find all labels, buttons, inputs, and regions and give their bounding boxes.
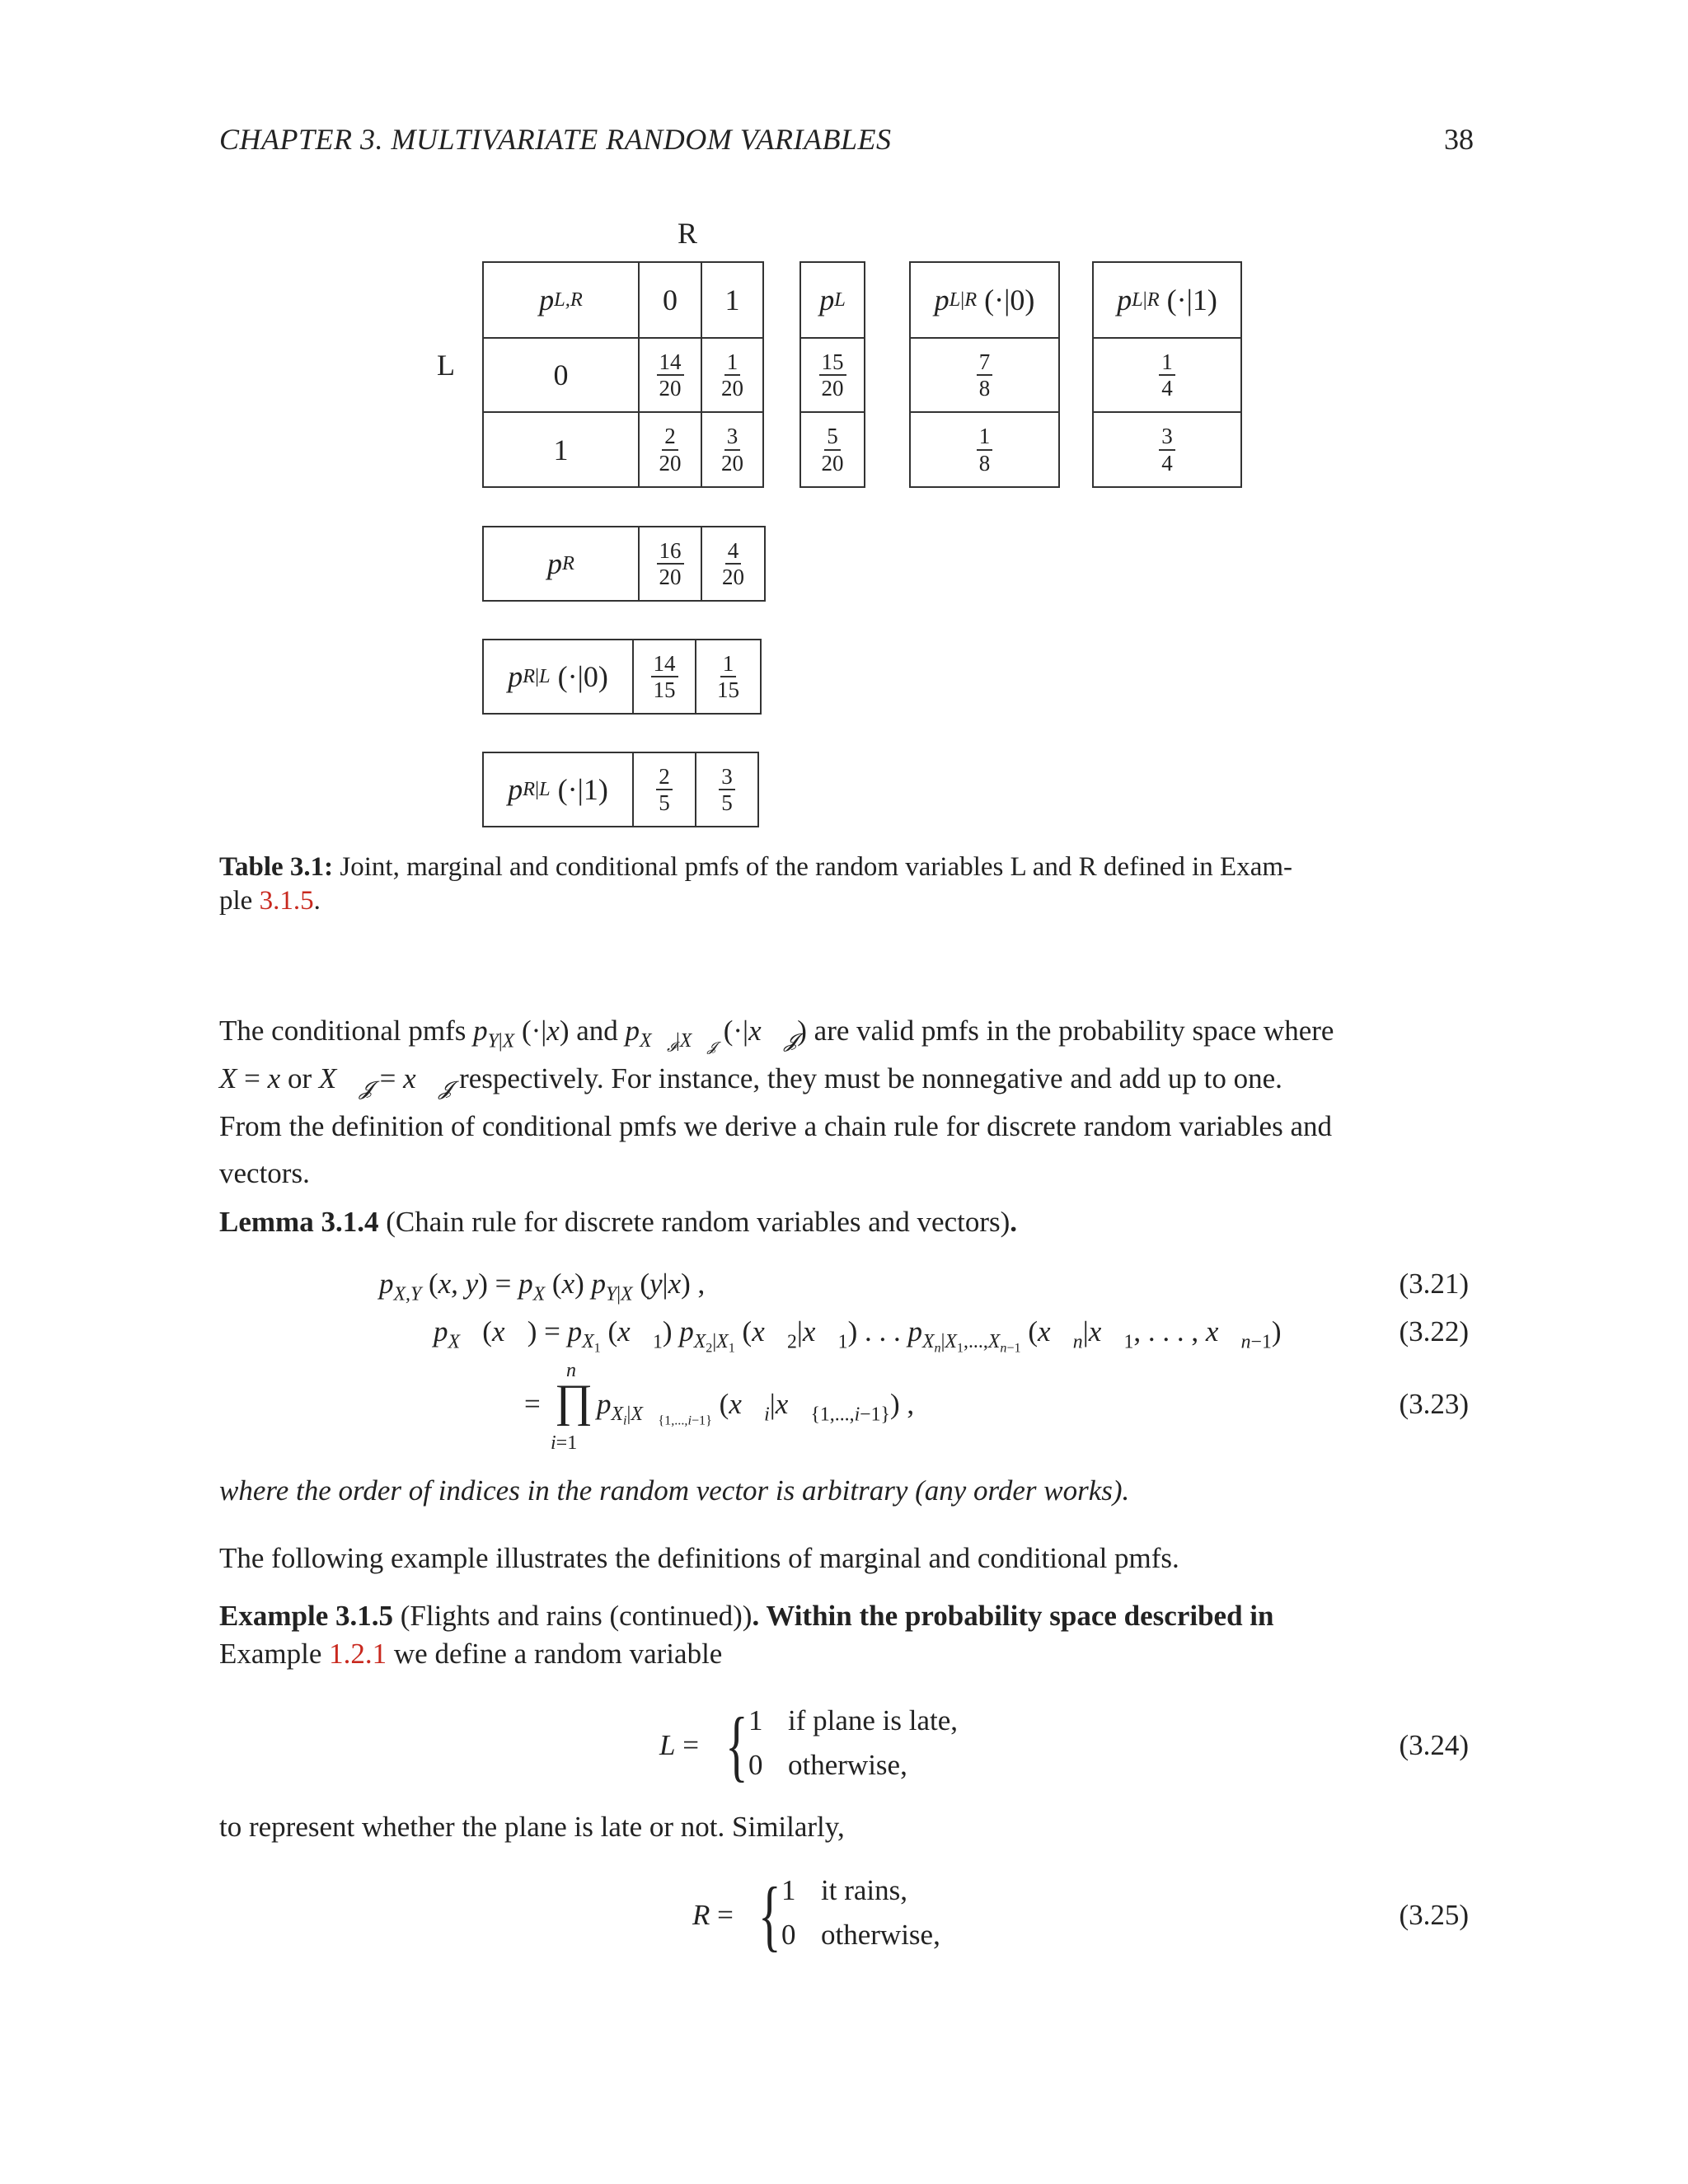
joint-row-label: 0 [553,359,569,391]
pr-given-l1-header: p R|L (·|1) [508,773,608,806]
pr-cell: $\frac{4}{20}$ [722,537,744,589]
equation-number-3-23: (3.23) [1399,1388,1469,1420]
equation-number-3-22: (3.22) [1399,1315,1469,1347]
conditional-pl-given-r0-table [909,261,1060,488]
pr-header: p R [547,547,574,580]
caption-ref-link[interactable]: 3.1.5 [259,886,314,916]
pr-given-l0-cell: $\frac{1}{15}$ [717,650,739,702]
pl-given-r1-cell: $\frac{3}{4}$ [1094,413,1240,486]
paragraph-example-intro: The following example illustrates the definitions of marginal and conditional pmfs. [219,1542,1179,1574]
pl-given-r0-cell: $\frac{1}{8}$ [911,413,1058,486]
definition-l: L = { 1 if plane is late, 0 otherwise, [659,1701,959,1789]
joint-col-header: 0 [663,284,678,316]
l-axis-label: L [437,349,455,382]
pr-cell: $\frac{16}{20}$ [640,527,701,600]
pr-given-l0-header: p R|L (·|0) [508,660,608,693]
pl-cell: $\frac{15}{20}$ [801,339,864,411]
conditional-pr-given-l1-table [482,752,759,827]
equation-number-3-25: (3.25) [1399,1899,1469,1931]
lemma-heading: Lemma 3.1.4 (Chain rule for discrete random variables and vectors). [219,1206,1018,1238]
joint-cell: $\frac{2}{20}$ [659,424,682,476]
joint-cell: $\frac{1}{20}$ [721,349,743,401]
running-header: CHAPTER 3. MULTIVARIATE RANDOM VARIABLES [219,123,892,156]
pl-given-r0-header: p L|R (·|0) [934,284,1035,316]
equation-3-21: $p_{X,Y}$ (x, $y) = p_X$ (x) $p_{Y|X}$ (y|x) , [379,1268,706,1305]
table-caption: Table 3.1: Joint, marginal and conditional pmfs of the random variables L and R defined in Exam- ple 3.1.5. [219,852,1293,916]
example-heading: Example 3.1.5 (Flights and rains (continued)). Within the probability space described in Example 1.2.1 we define a random variable [219,1600,1274,1670]
equation-3-22: $p_{X⃗}$ (x⃗) = $p_{X_1}$ $(x⃗_1)$ $p_{X_2|X_1}$ $(x⃗_2|x⃗_1)$ . . . $p_{X_n|X_1,...,X_{n-1}}$ ($x⃗_n|x⃗_1$, . . . , $x⃗_{n-1}$) [434,1315,1282,1356]
pr-given-l0-cell: $\frac{14}{15}$ [634,640,695,713]
pl-given-r0-cell: $\frac{7}{8}$ [911,339,1058,411]
pl-header: p L [819,284,846,316]
equation-number-3-21: (3.21) [1399,1268,1469,1300]
joint-col-header: 1 [724,284,740,316]
joint-row-label: 1 [553,433,569,466]
r-axis-label: R [678,217,698,250]
marginal-pr-table [482,526,766,602]
joint-pmf-table [482,261,764,488]
lemma-closing: where the order of indices in the random vector is arbitrary (any order works). [219,1474,1130,1507]
pr-given-l1-cell: $\frac{3}{5}$ [696,753,757,826]
conditional-pl-given-r1-table [1092,261,1242,488]
pr-given-l1-cell: $\frac{2}{5}$ [634,753,695,826]
joint-cell: $\frac{3}{20}$ [721,424,743,476]
pl-cell: $\frac{5}{20}$ [821,424,844,476]
conditional-pr-given-l0-table [482,639,762,715]
pl-given-r1-cell: $\frac{1}{4}$ [1094,339,1240,411]
joint-pmf-header: p L,R [539,284,583,316]
paragraph-similarly: to represent whether the plane is late or not. Similarly, [219,1811,845,1843]
paragraph-conditional-pmfs: The conditional pmfs $p_{Y|X}$ (·|x) and $p_{X⃗_𝓘|X⃗_𝓙}$ $(\cdot|x⃗_𝓙)$ are valid pmfs in the probability space where X = x or $X⃗_𝓙$ = $x⃗_𝓙$ respectively. For instance, they must be nonnegative and add up to one. From the definition of conditional pmfs we derive a chain rule for discrete random variables and vectors. [219,1015,1334,1190]
marginal-pl-table [799,261,865,488]
example-ref-link[interactable]: 1.2.1 [329,1637,387,1670]
joint-cell: $\frac{14}{20}$ [640,339,701,411]
page-number: 38 [1444,123,1474,156]
equation-number-3-24: (3.24) [1399,1729,1469,1761]
definition-r: R = { 1 it rains, 0 otherwise, [692,1871,940,1959]
pl-given-r1-header: p L|R (·|1) [1117,284,1217,316]
